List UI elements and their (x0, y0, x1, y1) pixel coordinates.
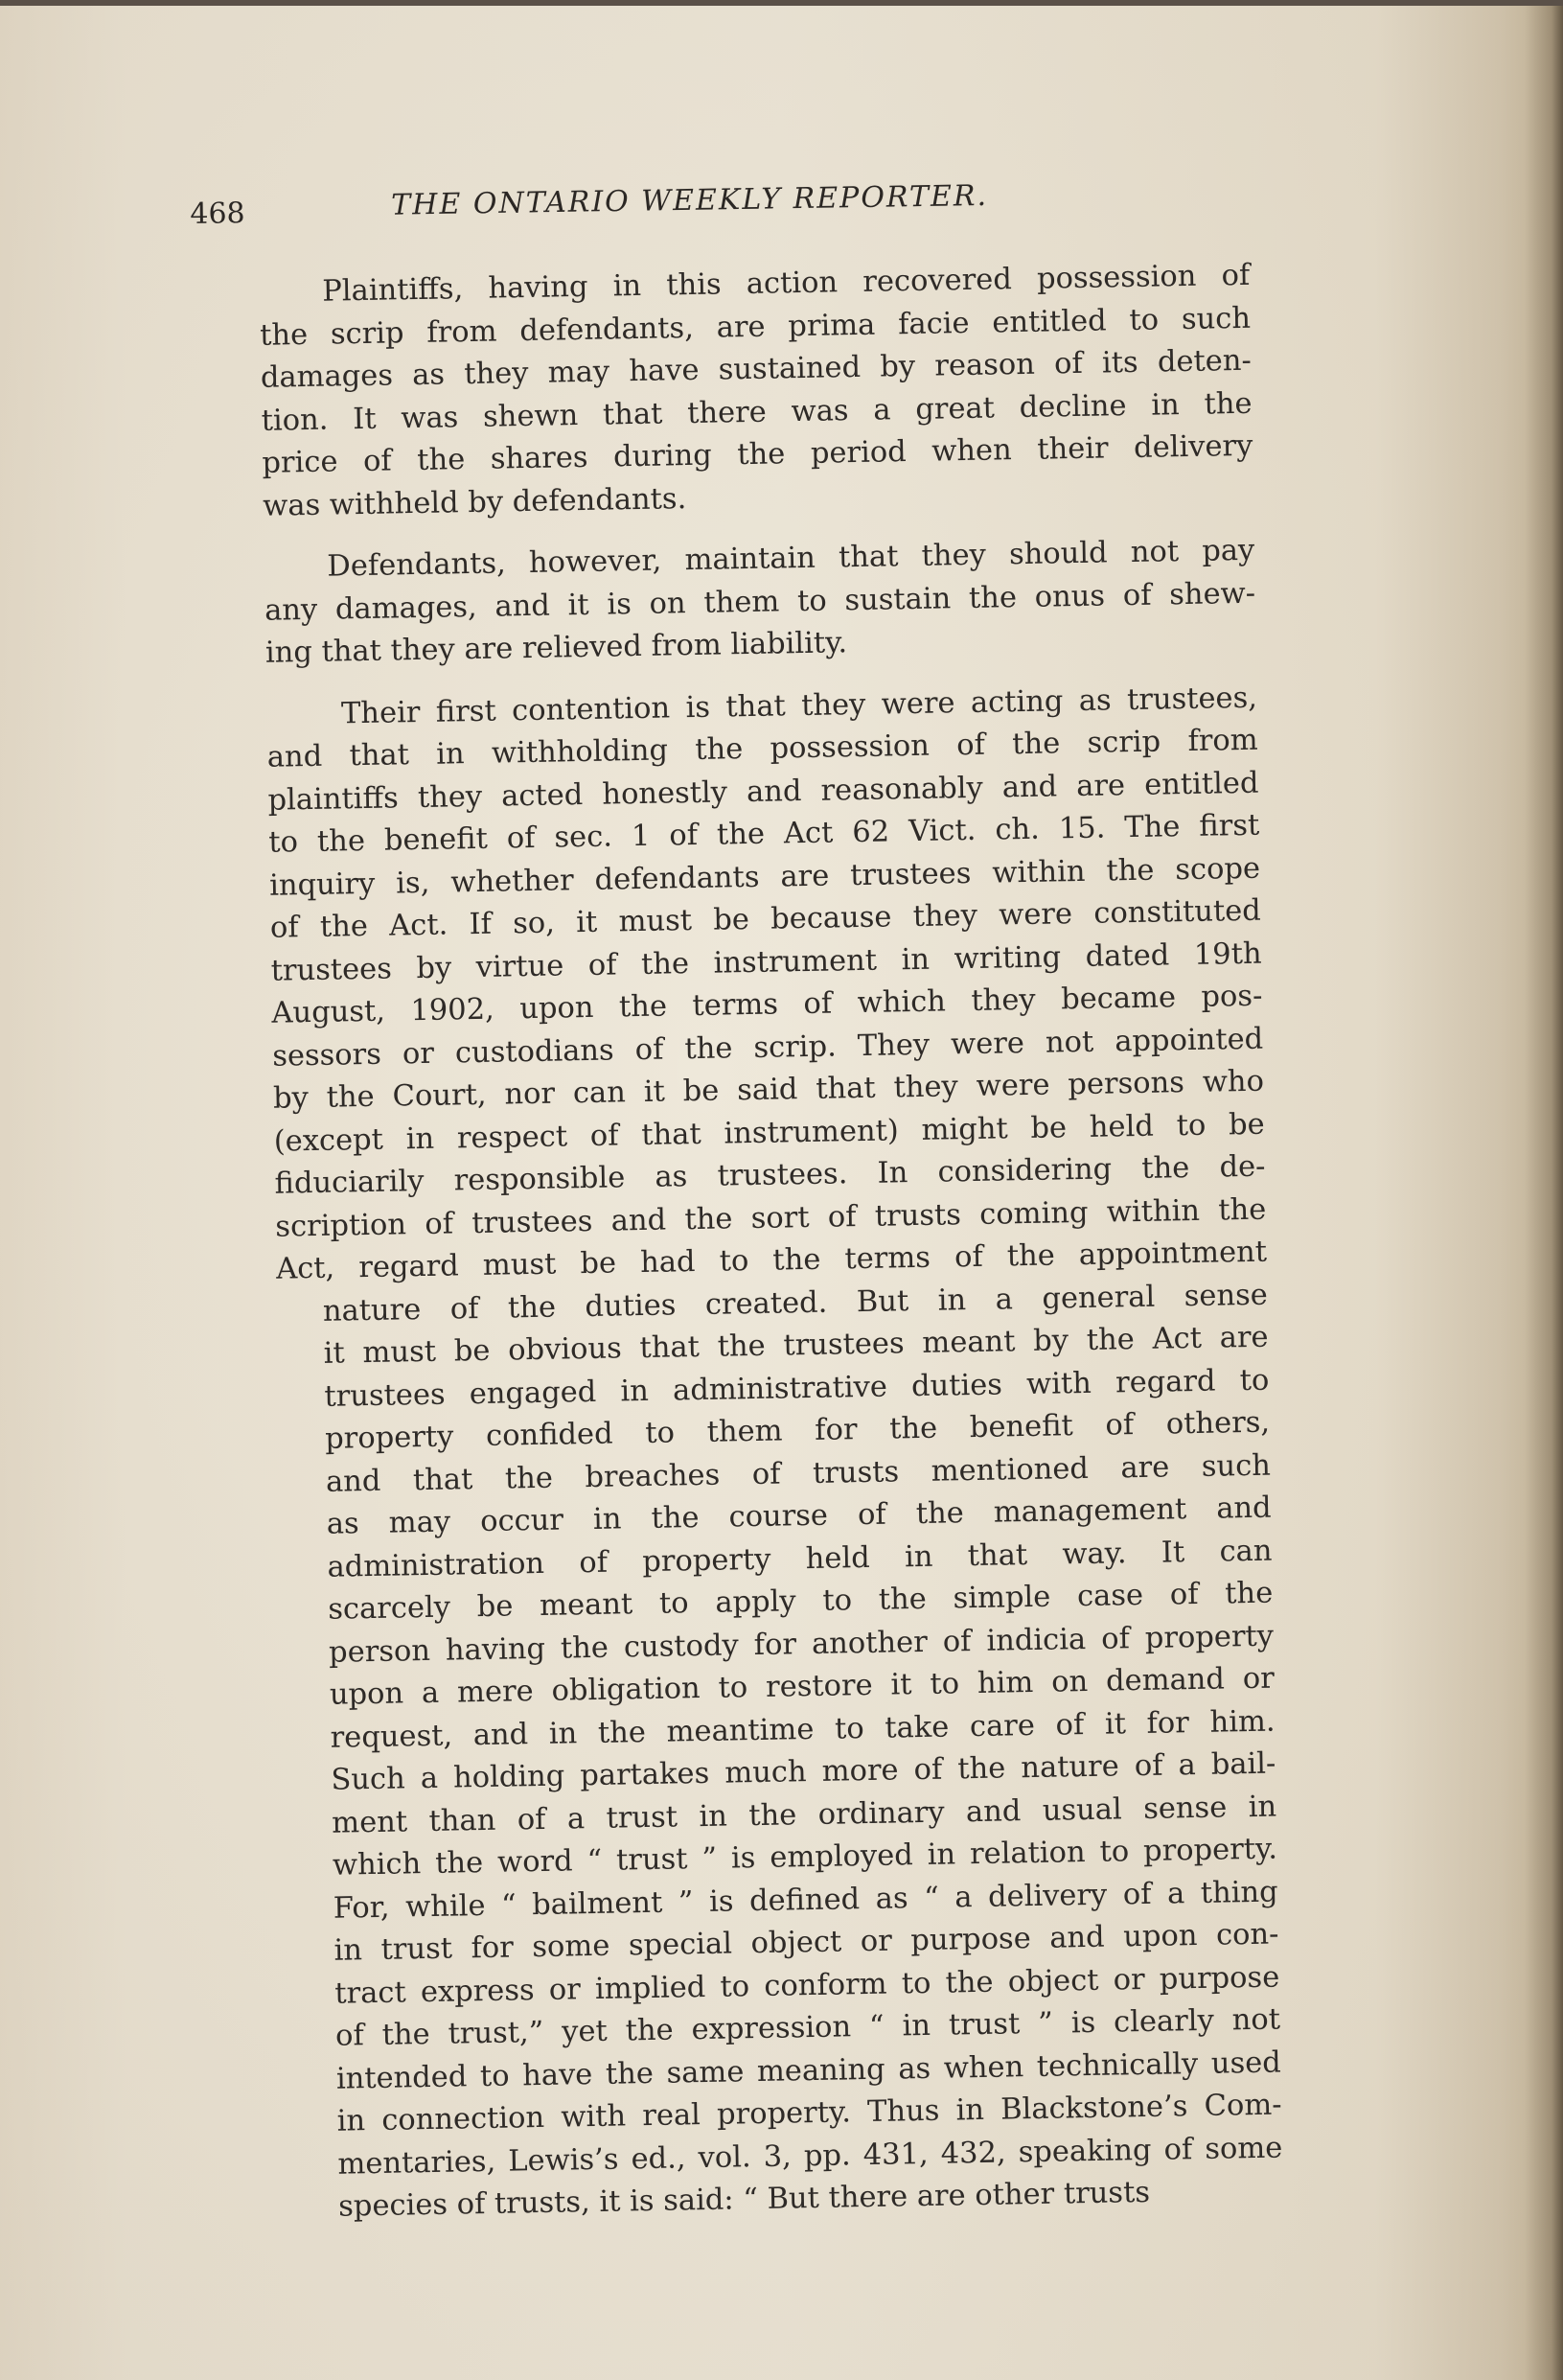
running-title: THE ONTARIO WEEKLY REPORTER. (390, 178, 989, 222)
page-number: 468 (190, 196, 245, 231)
text-line: Such a holding partakes much more of the nature of a bail- (331, 1746, 1276, 1797)
text-line: For, while “ bailment ” is defined as “ a delivery of a thing (333, 1875, 1278, 1926)
text-line: August, 1902, upon the terms of which they became pos- (271, 979, 1263, 1030)
text-line: in trust for some special object or purpose and upon con- (333, 1917, 1279, 1968)
text-line: and that the breaches of trusts mentioned are such (325, 1448, 1272, 1499)
text-line: tract express or implied to conform to the object or purpose (334, 1960, 1280, 2011)
text-line: Their first contention is that they were acting as trustees, (340, 681, 1258, 730)
text-line: property confided to them for the benefit of others, (324, 1405, 1271, 1456)
text-line: trustees engaged in administrative duties with regard to (324, 1363, 1270, 1414)
text-line: upon a mere obligation to restore it to him on demand or (329, 1661, 1276, 1712)
text-line: (except in respect of that instrument) might be held to be (273, 1107, 1265, 1159)
text-line: of the Act. If so, it must be because they were constituted (269, 893, 1262, 945)
text-line: the scrip from defendants, are prima facie entitled to such (259, 301, 1252, 353)
text-line: person having the custody for another of indicia of property (328, 1619, 1275, 1670)
text-line: tion. It was shewn that there was a great decline in the (261, 386, 1253, 438)
text-line: Act, regard must be had to the terms of the appointment (275, 1235, 1268, 1286)
text-line: was withheld by defendants. (262, 481, 687, 523)
text-line: request, and in the meantime to take care of it for him. (330, 1704, 1276, 1755)
text-line: damages as they may have sustained by reason of its deten- (260, 343, 1253, 395)
text-line: ing that they are relieved from liability. (264, 626, 848, 670)
text-line: trustees by virtue of the instrument in writing dated 19th (270, 936, 1262, 988)
text-line: plaintiffs they acted honestly and reasonably and are entitled (267, 766, 1259, 818)
page-header (190, 177, 1082, 240)
text-line: intended to have the same meaning as when technically used (335, 2045, 1282, 2096)
text-line: as may occur in the course of the management and (326, 1490, 1272, 1541)
text-line: species of trusts, it is said: “ But there are other trusts (337, 2175, 1151, 2224)
paragraph (200, 530, 1256, 677)
text-line: it must be obvious that the trustees meant by the Act are (323, 1320, 1269, 1371)
text-line: any damages, and it is on them to sustain the onus of shew- (264, 576, 1256, 628)
paragraph (195, 255, 1253, 529)
spine-shadow (1525, 0, 1563, 2380)
text-line: Plaintiffs, having in this action recovered possession of (322, 258, 1251, 309)
text-line: by the Court, nor can it be said that they were persons who (272, 1064, 1265, 1116)
text-line: nature of the duties created. But in a general sense (322, 1278, 1269, 1329)
text-line: to the benefit of sec. 1 of the Act 62 Vict. ch. 15. The first (268, 808, 1260, 860)
body-text (195, 255, 1284, 2250)
text-line: scarcely be meant to apply to the simple case of the (328, 1576, 1274, 1627)
text-line: which the word “ trust ” is employed in relation to property. (332, 1832, 1278, 1883)
text-line: Defendants, however, maintain that they should not pay (327, 533, 1255, 584)
text-line: ment than of a trust in the ordinary and usual sense in (331, 1790, 1277, 1840)
text-line: inquiry is, whether defendants are trustees within the scope (268, 851, 1261, 903)
text-line: and that in withholding the possession of the scrip from (266, 723, 1258, 774)
text-line: sessors or custodians of the scrip. They were not appointed (271, 1022, 1264, 1074)
paragraph (203, 677, 1284, 2230)
text-line: mentaries, Lewis’s ed., vol. 3, pp. 431, 432, speaking of some (337, 2131, 1283, 2182)
text-line: fiduciarily responsible as trustees. In considering the de- (274, 1149, 1266, 1201)
text-line: of the trust,” yet the expression “ in trust ” is clearly not (334, 2002, 1281, 2053)
text-line: price of the shares during the period when their delivery (262, 428, 1253, 480)
text-line: in connection with real property. Thus in Blackstone’s Com- (336, 2088, 1282, 2138)
text-line: administration of property held in that way. It can (327, 1534, 1273, 1584)
text-line: scription of trustees and the sort of trusts coming within the (275, 1192, 1267, 1244)
